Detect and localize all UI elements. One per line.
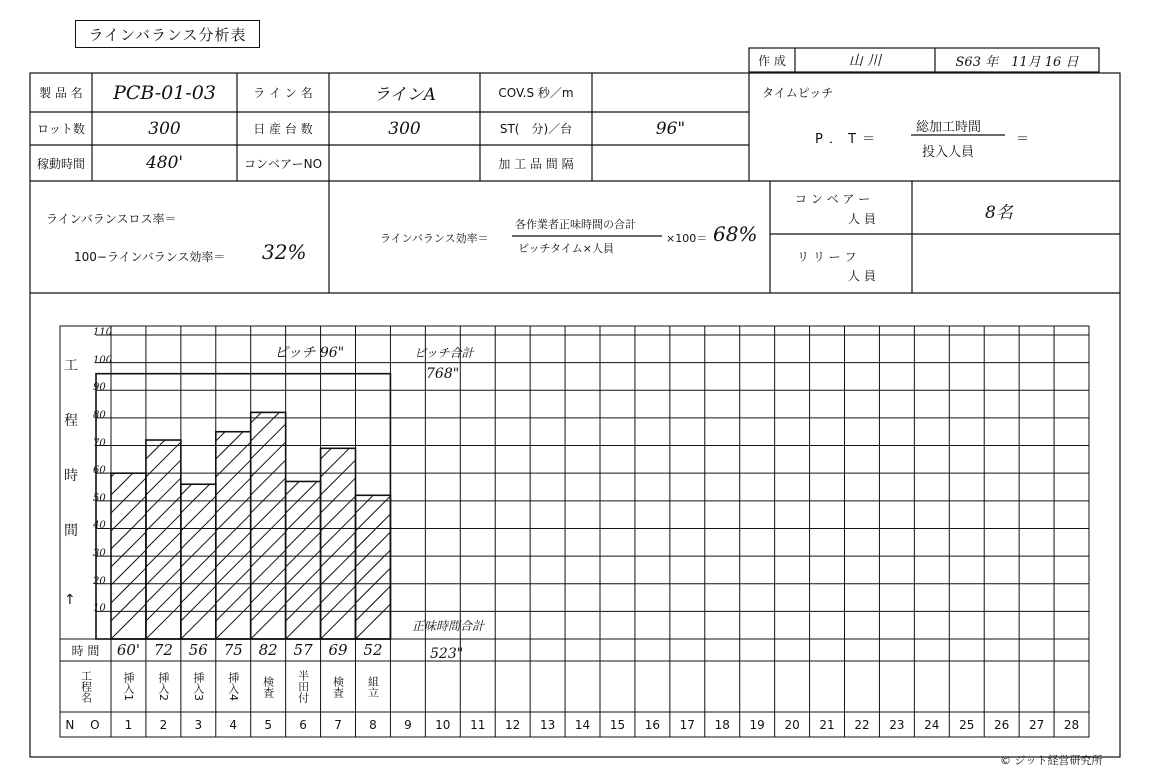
bar-hatch — [216, 568, 251, 603]
bar-hatch — [216, 604, 251, 639]
bar-hatch — [146, 478, 181, 513]
bar-hatch — [111, 473, 133, 495]
bar-4 — [216, 432, 251, 639]
pitch-annotation: ピッチ 96" — [274, 345, 345, 361]
process-number: 24 — [924, 717, 940, 732]
bar-hatch — [356, 495, 374, 513]
bar-hatch — [181, 550, 216, 585]
process-number: 13 — [539, 717, 556, 732]
time-value: 60' — [116, 641, 141, 659]
lot-label: ロット数 — [37, 122, 85, 136]
bar-hatch — [251, 550, 286, 585]
bar-hatch — [181, 484, 192, 495]
conveyor-staff-label-1: コ ン ベ ア ー — [795, 192, 871, 206]
bar-hatch — [286, 604, 321, 639]
bar-hatch — [356, 532, 391, 567]
process-number: 23 — [889, 717, 905, 732]
bar-hatch — [146, 460, 181, 495]
bar-hatch — [111, 568, 146, 603]
bar-hatch — [216, 432, 225, 441]
hours-label: 稼動時間 — [36, 156, 85, 171]
process-number: 6 — [299, 717, 307, 732]
process-number: 2 — [159, 717, 168, 732]
daily-value: 300 — [388, 118, 421, 139]
relief-label-1: リ リ ー フ — [797, 250, 857, 264]
bar-hatch — [356, 568, 391, 603]
bar-hatch — [216, 460, 251, 495]
process-number: 27 — [1028, 717, 1045, 732]
bar-hatch — [181, 586, 216, 621]
conveyor-staff-value: 8名 — [985, 203, 1013, 223]
bar-5 — [251, 412, 286, 639]
pt-equals: ＝ — [1016, 132, 1030, 147]
bar-hatch — [111, 532, 146, 567]
process-number: 22 — [854, 717, 870, 732]
bar-outline — [216, 432, 251, 639]
net-total-value: 523" — [430, 646, 464, 662]
yaxis-label-char: ↑ — [64, 592, 76, 609]
process-name: 挿入4 — [226, 672, 240, 701]
process-number: 17 — [679, 717, 695, 732]
line-value: ラインA — [373, 85, 436, 105]
time-value: 69 — [328, 641, 348, 659]
efficiency-multiplier: ×100＝ — [666, 232, 708, 245]
process-name: 検査 — [261, 675, 275, 698]
process-number: 8 — [369, 717, 377, 732]
bar-hatch — [321, 568, 356, 603]
bar-hatch — [286, 514, 321, 549]
product-label: 製 品 名 — [39, 86, 83, 100]
bar-hatch — [111, 604, 146, 639]
row-time-label: 時 間 — [71, 643, 100, 658]
bar-hatch — [181, 604, 216, 639]
process-number: 4 — [229, 717, 238, 732]
process-number: 14 — [574, 717, 591, 732]
bar-hatch — [251, 460, 286, 495]
daily-label: 日 産 台 数 — [253, 122, 313, 136]
efficiency-denominator: ピッチタイム×人員 — [518, 242, 615, 255]
time-value: 57 — [293, 641, 313, 659]
bar-7 — [321, 448, 356, 639]
bar-8 — [356, 495, 391, 639]
bar-hatch — [146, 514, 181, 549]
bar-2 — [146, 440, 181, 639]
process-number: 11 — [470, 717, 486, 732]
bar-hatch — [146, 586, 181, 621]
pt-lhs: P ． T ＝ — [815, 132, 877, 147]
bar-6 — [286, 481, 321, 639]
process-number: 19 — [749, 717, 765, 732]
bar-hatch — [321, 514, 356, 549]
bar-hatch — [251, 412, 280, 441]
bar-hatch — [286, 532, 321, 567]
bar-hatch — [216, 586, 251, 621]
author-label: 作 成 — [758, 53, 786, 68]
bar-hatch — [356, 514, 391, 549]
loss-rate-formula: 100−ラインバランス効率＝ — [74, 250, 226, 264]
relief-label-2: 人 員 — [848, 269, 876, 283]
bar-hatch — [286, 586, 321, 621]
process-number: 1 — [124, 717, 133, 732]
efficiency-numerator: 各作業者正味時間の合計 — [515, 218, 636, 231]
bar-hatch — [321, 478, 356, 513]
process-number: 20 — [784, 717, 800, 732]
loss-rate-value: 32% — [262, 240, 307, 264]
ytick-label: 50 — [93, 492, 106, 504]
product-value: PCB-01-03 — [113, 81, 216, 104]
bar-hatch — [111, 550, 146, 585]
time-value: 52 — [363, 641, 383, 659]
bar-hatch — [216, 532, 251, 567]
pt-numerator: 総加工時間 — [916, 120, 982, 135]
bar-hatch — [216, 478, 251, 513]
bar-hatch — [146, 440, 147, 441]
yaxis-label-char: 程 — [64, 412, 78, 429]
bar-hatch — [251, 424, 286, 459]
copyright-footer: © ジット経営研究所 — [1000, 754, 1103, 767]
bar-hatch — [251, 532, 286, 567]
bar-hatch — [321, 448, 332, 459]
bar-hatch — [216, 514, 251, 549]
pitch-line — [96, 374, 390, 639]
process-number: 26 — [994, 717, 1010, 732]
bar-hatch — [216, 550, 251, 585]
pitch-total-value: 768" — [426, 366, 460, 382]
row-no-label: N O — [65, 717, 106, 732]
bar-hatch — [146, 440, 165, 459]
line-label: ラ イ ン 名 — [253, 86, 313, 100]
ytick-label: 60 — [93, 465, 106, 477]
bar-hatch — [146, 442, 181, 477]
bar-hatch — [181, 514, 216, 549]
ytick-label: 40 — [93, 520, 106, 532]
bar-hatch — [321, 532, 356, 567]
bar-hatch — [356, 586, 391, 621]
bar-hatch — [356, 604, 391, 639]
bar-hatch — [216, 442, 251, 477]
bar-hatch — [321, 550, 356, 585]
process-number: 25 — [959, 717, 975, 732]
author-value: 山 川 — [848, 53, 882, 69]
time-value: 75 — [223, 641, 243, 659]
bar-hatch — [181, 568, 216, 603]
bar-hatch — [111, 478, 146, 513]
process-number: 5 — [264, 717, 272, 732]
hours-value: 480' — [145, 153, 184, 173]
bar-hatch — [251, 568, 286, 603]
bar-hatch — [356, 550, 391, 585]
bar-hatch — [286, 481, 300, 495]
bar-hatch — [146, 532, 181, 567]
process-name: 挿入3 — [191, 672, 205, 701]
bar-hatch — [251, 604, 286, 639]
bar-hatch — [181, 484, 210, 513]
interval-label: 加 工 品 間 隔 — [498, 156, 574, 171]
process-number: 21 — [819, 717, 835, 732]
bar-hatch — [146, 604, 181, 639]
ytick-label: 100 — [93, 354, 113, 366]
st-value: 96" — [655, 118, 686, 139]
bar-hatch — [286, 568, 321, 603]
pitch-total-label: ピッチ合計 — [414, 346, 474, 360]
ytick-label: 90 — [93, 382, 106, 394]
process-name: 半田付 — [296, 670, 310, 703]
ytick-label: 110 — [93, 327, 113, 338]
ytick-label: 30 — [93, 548, 106, 560]
time-value: 56 — [188, 641, 208, 659]
bar-hatch — [321, 604, 356, 639]
bar-hatch — [321, 460, 356, 495]
bar-hatch — [286, 550, 321, 585]
bar-3 — [181, 484, 216, 639]
bar-hatch — [181, 532, 216, 567]
time-value: 82 — [258, 641, 278, 659]
process-number: 9 — [404, 717, 412, 732]
st-label: ST( 分)／台 — [499, 122, 573, 136]
process-number: 16 — [644, 717, 661, 732]
yaxis-label-char: 間 — [64, 523, 78, 540]
lot-value: 300 — [148, 118, 181, 139]
process-name: 組立 — [366, 675, 380, 698]
sheet-title: ラインバランス分析表 — [75, 20, 260, 48]
efficiency-label: ラインバランス効率＝ — [380, 232, 489, 245]
conveyor-staff-label-2: 人 員 — [848, 212, 876, 226]
process-name: 挿入2 — [156, 672, 170, 701]
ytick-label: 80 — [93, 409, 106, 421]
time-value: 72 — [153, 641, 173, 659]
row-process-label: 工程名 — [79, 670, 93, 703]
cov-label: COV.S 秒／m — [498, 86, 574, 100]
date-value: S63 年 11月 16 日 — [955, 54, 1079, 70]
bar-hatch — [286, 481, 318, 513]
process-name: 挿入1 — [121, 672, 135, 701]
process-number: 12 — [505, 717, 521, 732]
ytick-label: 20 — [93, 575, 106, 587]
bar-hatch — [146, 550, 181, 585]
process-number: 15 — [609, 717, 626, 732]
process-number: 7 — [334, 717, 342, 732]
yaxis-label-char: 時 — [64, 468, 78, 485]
bar-hatch — [111, 514, 146, 549]
net-total-label: 正味時間合計 — [412, 619, 485, 633]
yaxis-label-char: 工 — [64, 357, 78, 374]
process-number: 10 — [435, 717, 451, 732]
ytick-label: 10 — [93, 603, 106, 615]
process-name: 検査 — [331, 675, 345, 698]
process-number: 18 — [714, 717, 730, 732]
bar-hatch — [251, 442, 286, 477]
conveyor-no-label: コンベアーNO — [243, 156, 323, 171]
time-pitch-label: タイムピッチ — [762, 86, 834, 100]
process-number: 3 — [194, 717, 203, 732]
bar-hatch — [146, 568, 181, 603]
bar-hatch — [251, 478, 286, 513]
bar-hatch — [251, 514, 286, 549]
bar-hatch — [251, 586, 286, 621]
bar-hatch — [321, 586, 356, 621]
loss-rate-label: ラインバランスロス率＝ — [46, 212, 177, 226]
efficiency-value: 68% — [713, 222, 758, 246]
process-number: 28 — [1063, 717, 1080, 732]
ytick-label: 70 — [93, 437, 106, 449]
pt-denominator: 投入人員 — [922, 145, 975, 160]
bar-hatch — [111, 586, 146, 621]
